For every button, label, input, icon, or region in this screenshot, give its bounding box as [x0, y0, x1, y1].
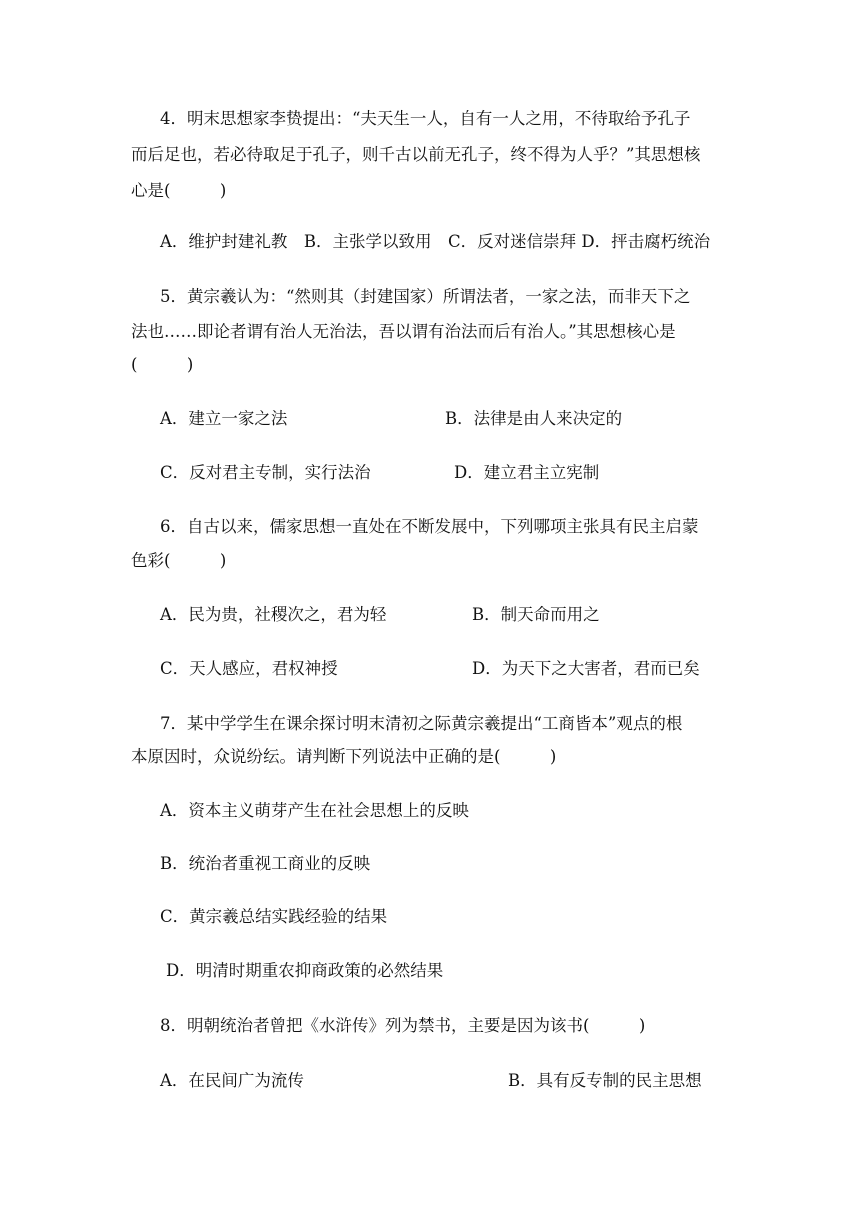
q4-stem-line-2: 而后足也，若必待取足于孔子，则千古以前无孔子，终不得为人乎？”其思想核: [131, 145, 701, 164]
q4-options: A．维护封建礼教 B．主张学以致用 C．反对迷信崇拜 D．抨击腐朽统治: [160, 232, 711, 251]
q5-option-d: D．建立君主立宪制: [454, 463, 600, 482]
q8-stem-line-1: 8．明朝统治者曾把《水浒传》列为禁书，主要是因为该书( ): [160, 1016, 646, 1035]
q7-option-c: C．黄宗羲总结实践经验的结果: [160, 907, 388, 926]
q6-option-c: C．天人感应，君权神授: [160, 659, 338, 678]
q7-option-a: A．资本主义萌芽产生在社会思想上的反映: [160, 801, 469, 820]
q8-option-a: A．在民间广为流传: [160, 1071, 304, 1090]
q4-stem-line-3: 心是( ): [131, 181, 227, 200]
q6-stem-line-1: 6．自古以来，儒家思想一直处在不断发展中，下列哪项主张具有民主启蒙: [160, 517, 699, 536]
q6-option-b: B．制天命而用之: [472, 605, 600, 624]
q5-stem-line-1: 5．黄宗羲认为：“然则其（封建国家）所谓法者，一家之法，而非天下之: [160, 287, 691, 306]
q5-option-a: A．建立一家之法: [160, 409, 288, 428]
q6-option-a: A．民为贵，社稷次之，君为轻: [160, 605, 387, 624]
q6-stem-line-2: 色彩( ): [131, 551, 227, 570]
q5-option-b: B．法律是由人来决定的: [445, 409, 623, 428]
q7-option-b: B．统治者重视工商业的反映: [160, 854, 371, 873]
q5-stem-line-3: ( ): [131, 355, 194, 374]
q5-option-c: C．反对君主专制，实行法治: [160, 463, 371, 482]
q6-option-d: D．为天下之大害者，君而已矣: [472, 659, 700, 678]
q8-option-b: B．具有反专制的民主思想: [508, 1071, 702, 1090]
q7-stem-line-1: 7．某中学学生在课余探讨明末清初之际黄宗羲提出“工商皆本”观点的根: [160, 714, 683, 733]
q4-stem-line-1: 4．明末思想家李贽提出：“夫天生一人，自有一人之用，不待取给予孔子: [160, 109, 691, 128]
q7-stem-line-2: 本原因时，众说纷纭。请判断下列说法中正确的是( ): [131, 747, 557, 766]
q7-option-d: D．明清时期重农抑商政策的必然结果: [166, 961, 444, 980]
q5-stem-line-2: 法也……即论者谓有治人无治法，吾以谓有治法而后有治人。”其思想核心是: [131, 322, 676, 341]
